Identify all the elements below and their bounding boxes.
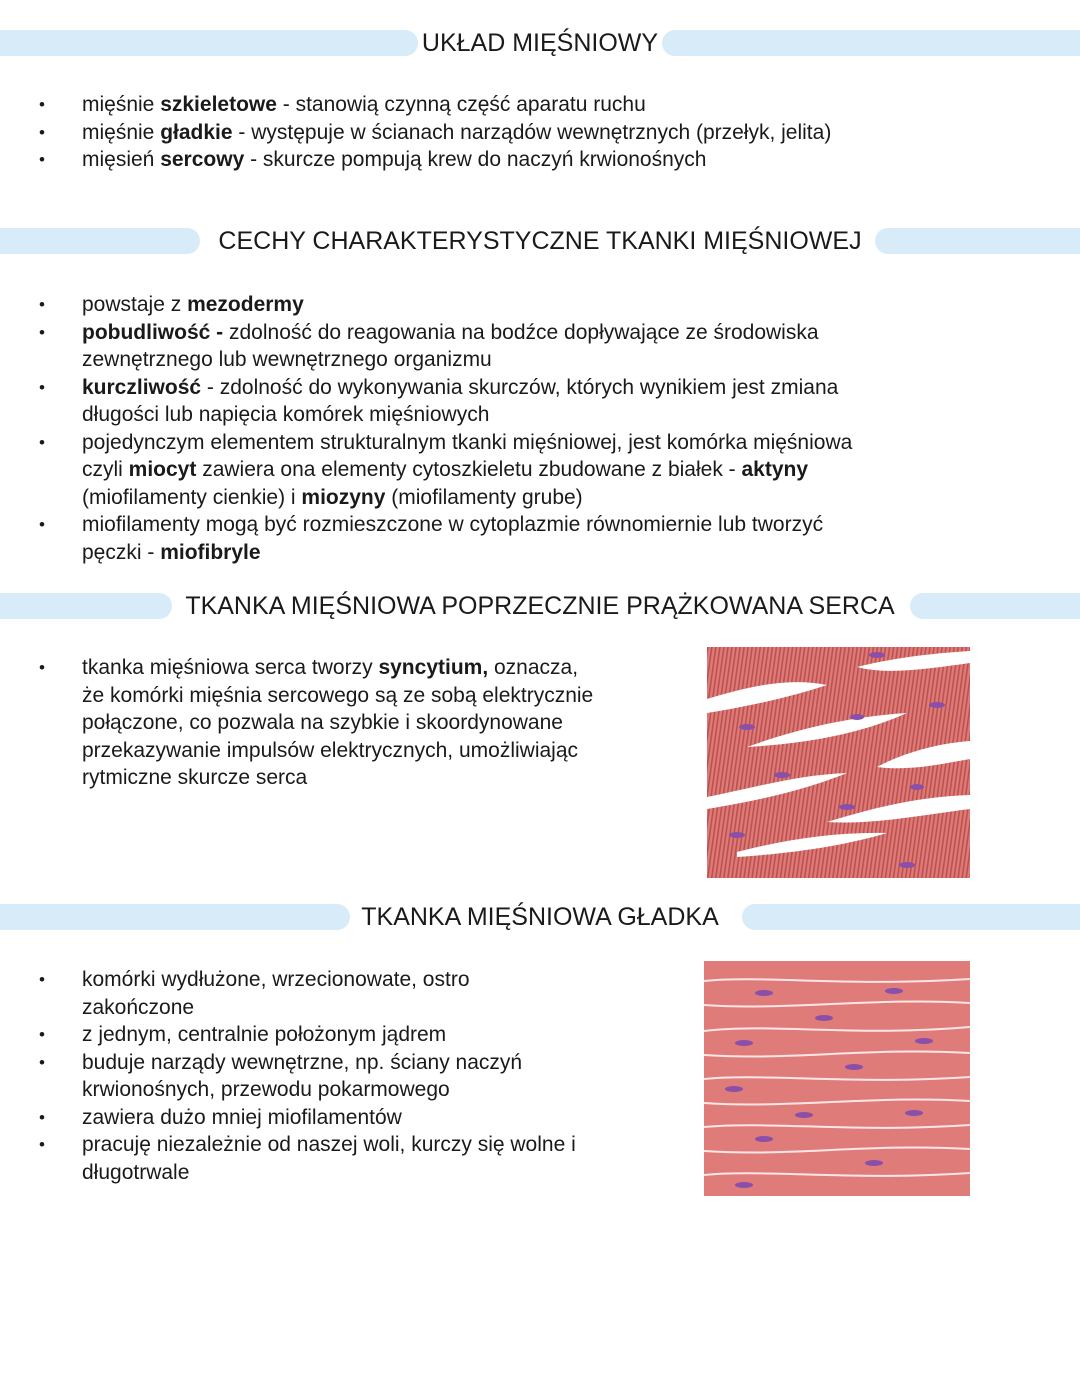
list-item: • mięśnie szkieletowe - stanowią czynną część aparatu ruchu xyxy=(40,91,860,119)
list-item: • buduje narządy wewnętrzne, np. ściany naczyń krwionośnych, przewodu pokarmowego xyxy=(40,1049,585,1104)
list-item: • kurczliwość - zdolność do wykonywania skurczów, których wynikiem jest zmiana długości lub napięcia komórek mięśniowych xyxy=(40,374,860,429)
section-header-smooth-muscle xyxy=(0,897,1080,937)
smooth-muscle-illustration-icon xyxy=(704,961,970,1196)
list-item: • pracuję niezależnie od naszej woli, kurczy się wolne i długotrwale xyxy=(40,1131,585,1186)
list-item: • z jednym, centralnie położonym jądrem xyxy=(40,1021,585,1049)
cardiac-muscle-illustration-icon xyxy=(707,647,970,878)
list-item: • powstaje z mezodermy xyxy=(40,291,860,319)
section-title: UKŁAD MIĘŚNIOWY xyxy=(421,29,659,57)
cardiac-muscle-list xyxy=(40,654,600,792)
section-header-cardiac-muscle xyxy=(0,586,1080,626)
list-item: • pobudliwość - zdolność do reagowania na bodźce dopływające ze środowiska zewnętrznego lub wewnętrznego organizmu xyxy=(40,319,860,374)
list-item: • pojedynczym elementem strukturalnym tkanki mięśniowej, jest komórka mięśniowa czyli miocyt zawiera ona elementy cytoszkieletu zbudowane z białek - aktyny (miofilamenty cienkie) i miozyny (miofilamenty grube) xyxy=(40,429,860,512)
muscle-types-list xyxy=(40,91,860,174)
section-header-characteristics xyxy=(0,221,1080,261)
list-item: • komórki wydłużone, wrzecionowate, ostro zakończone xyxy=(40,966,585,1021)
characteristics-list xyxy=(40,291,860,566)
section-title: CECHY CHARAKTERYSTYCZNE TKANKI MIĘŚNIOWEJ xyxy=(218,227,862,255)
section-header-muscle-system xyxy=(0,23,1080,63)
section-title: TKANKA MIĘŚNIOWA POPRZECZNIE PRĄŻKOWANA SERCA xyxy=(185,592,895,620)
list-item: • zawiera dużo mniej miofilamentów xyxy=(40,1104,585,1132)
list-item: • miofilamenty mogą być rozmieszczone w cytoplazmie równomiernie lub tworzyć pęczki - miofibryle xyxy=(40,511,860,566)
list-item: • mięśnie gładkie - występuje w ścianach narządów wewnętrznych (przełyk, jelita) xyxy=(40,119,860,147)
section-title: TKANKA MIĘŚNIOWA GŁADKA xyxy=(361,903,719,931)
smooth-muscle-list xyxy=(40,966,585,1186)
list-item: • tkanka mięśniowa serca tworzy syncytium, oznacza, że komórki mięśnia sercowego są ze sobą elektrycznie połączone, co pozwala na szybkie i skoordynowane przekazywanie impulsów elektrycznych, umożliwiając rytmiczne skurcze serca xyxy=(40,654,600,792)
list-item: • mięsień sercowy - skurcze pompują krew do naczyń krwionośnych xyxy=(40,146,860,174)
